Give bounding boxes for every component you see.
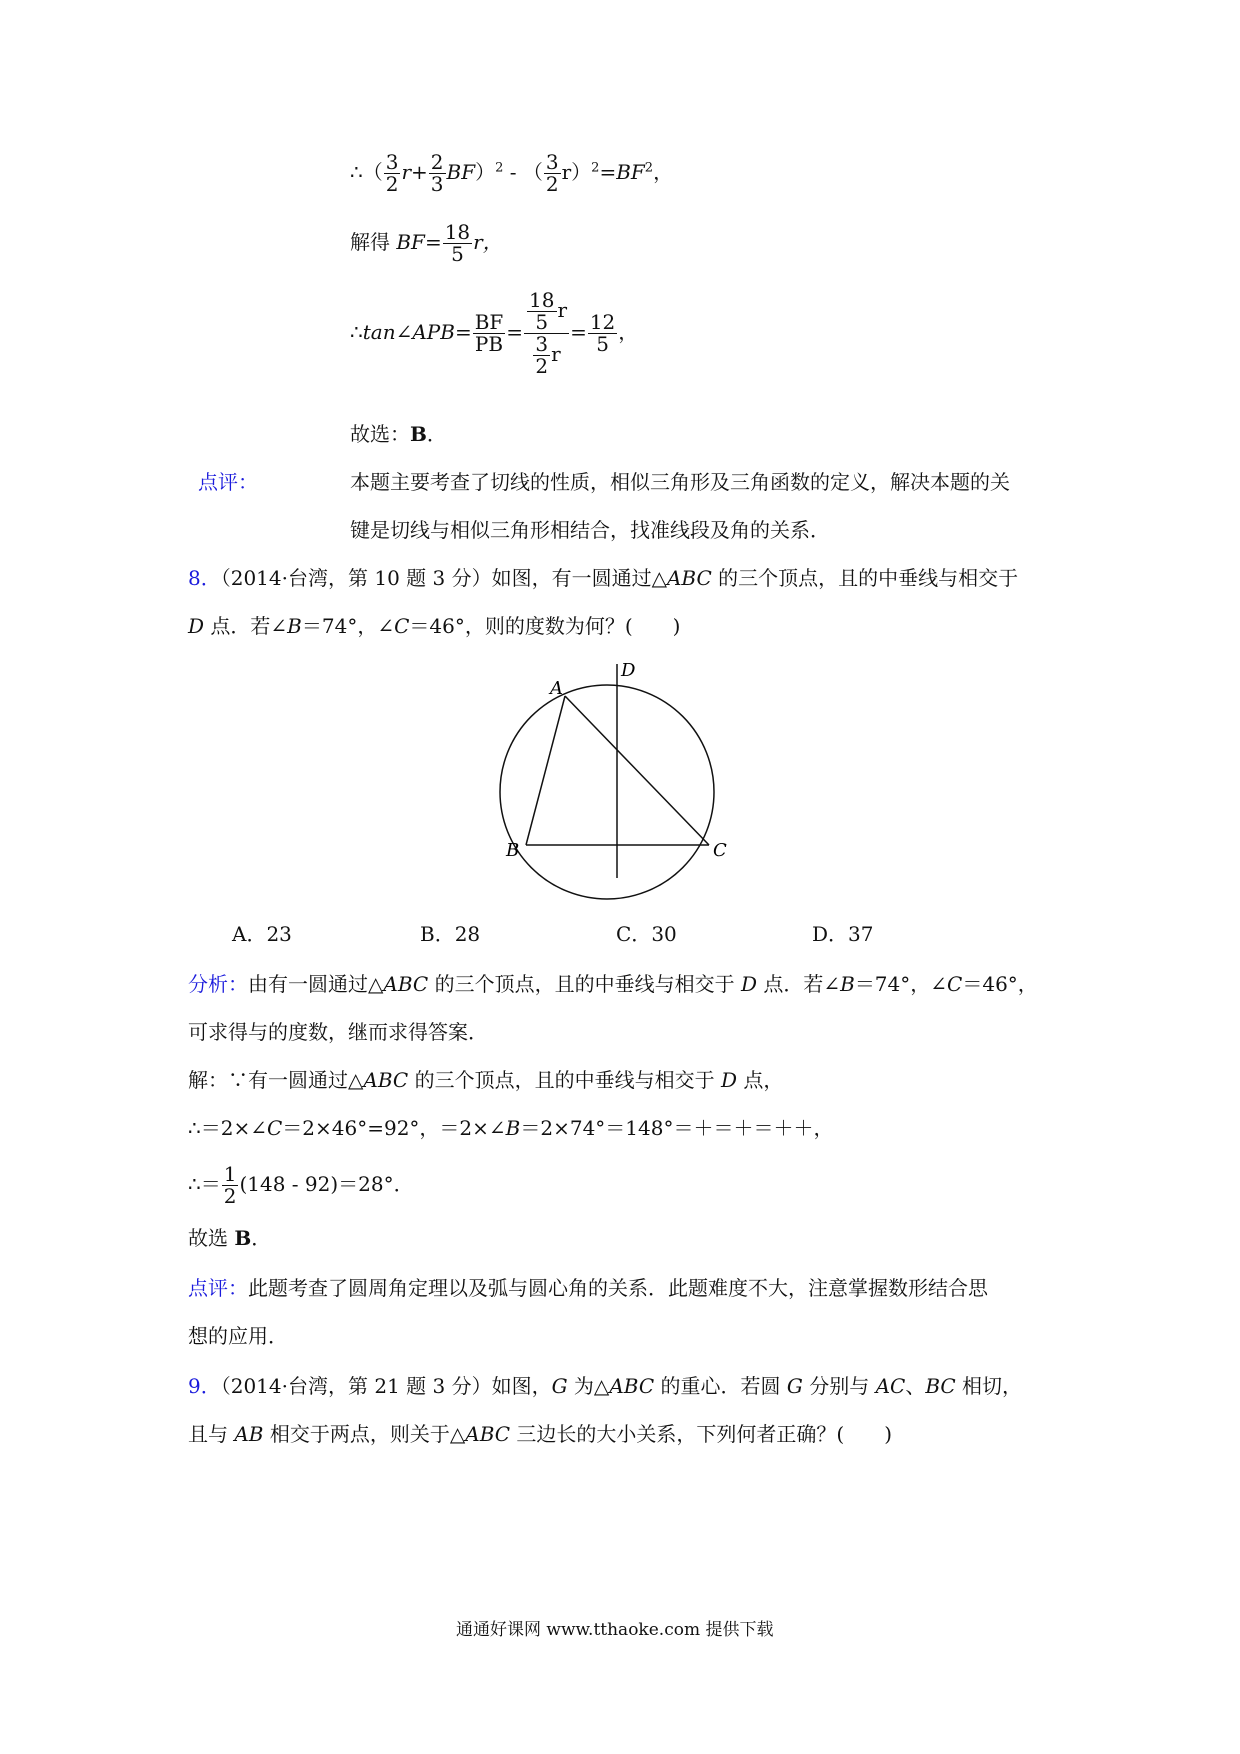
text: 的重心．若圆 [654, 1374, 787, 1398]
fraction-bf-pb [473, 312, 506, 355]
triangle-name: ABC [383, 972, 429, 996]
numerator: 18 [529, 288, 555, 312]
comment-text-line-2: 键是切线与相似三角形相结合，找准线段及角的关系． [350, 518, 830, 542]
option-letter: A． [232, 922, 267, 946]
option-a [232, 924, 292, 944]
question-9-line-2 [188, 1424, 892, 1444]
exponent: 2 [591, 160, 600, 176]
numerator: 18 [444, 220, 471, 244]
therefore-sign: ∴ [350, 160, 363, 184]
denominator: 5 [535, 310, 549, 334]
question-number: 8． [188, 566, 221, 590]
exponent: 2 [495, 160, 504, 176]
label-d: D [621, 660, 636, 681]
tan-expression: tan∠APB [362, 320, 455, 344]
text: 点， [736, 1068, 784, 1092]
exponent: 2 [644, 160, 654, 176]
fraction-18-5 [527, 290, 556, 333]
point-name: D [188, 614, 205, 638]
point-name: D [720, 1068, 737, 1092]
text: 的三个顶点，且的中垂线与相交于 [711, 566, 1019, 590]
text: 为△ [567, 1374, 610, 1398]
denominator: 3 [430, 172, 444, 196]
variable: r+ [401, 160, 428, 184]
numerator: 12 [589, 310, 616, 334]
denominator: 2 [535, 354, 549, 378]
text: 由有一圆通过△ [248, 972, 384, 996]
text: （2014·台湾，第 21 题 3 分）如图， [220, 1374, 552, 1398]
fraction-12-5 [588, 312, 617, 355]
denominator: PB [474, 332, 504, 356]
variable: r， [473, 230, 503, 254]
segment-name: AB [234, 1422, 264, 1446]
triangle-name: ABC [363, 1068, 409, 1092]
text: ＝74°，∠ [301, 614, 395, 638]
text: (148 - 92)＝28°． [239, 1172, 414, 1196]
question-number: 9． [188, 1374, 221, 1398]
text: 点．若∠ [756, 972, 841, 996]
answer-letter: B [234, 1226, 252, 1250]
variable: r [557, 298, 568, 322]
question-8-line-1 [188, 568, 1018, 588]
equation-3 [350, 290, 638, 377]
option-value: 23 [266, 922, 292, 946]
compound-fraction [524, 290, 569, 377]
solution-line-2 [188, 1118, 833, 1138]
variable: r [561, 160, 572, 184]
variable: BF [396, 230, 425, 254]
text: 的三个顶点，且的中垂线与相交于 [408, 1068, 721, 1092]
angle-var: C [394, 614, 410, 638]
label-b: B [506, 840, 520, 861]
paren-close: ） [475, 160, 496, 184]
text: ＝74°，∠ [854, 972, 948, 996]
option-value: 28 [454, 922, 481, 946]
paren-open: （ [362, 160, 383, 184]
numerator: 3 [385, 150, 399, 174]
q8-comment-line-1 [188, 1278, 988, 1298]
denominator: 2 [545, 172, 559, 196]
punctuation: ． [426, 422, 447, 446]
option-value: 37 [848, 922, 874, 946]
analysis-line-1 [188, 974, 1038, 994]
numerator: 3 [545, 150, 559, 174]
equals-sign: = [570, 320, 587, 344]
side-ab [526, 696, 565, 845]
option-b [420, 924, 480, 944]
solution-answer [188, 1228, 271, 1248]
q8-comment-line-2: 想的应用． [188, 1324, 288, 1348]
equals-sign: = [506, 320, 524, 344]
fraction-3-2 [544, 152, 561, 195]
option-letter: D． [812, 922, 849, 946]
option-value: 30 [651, 922, 677, 946]
rhs: =BF [599, 160, 645, 184]
fraction-3-2 [533, 334, 550, 377]
choice-prefix: 故选： [350, 422, 410, 446]
point-name: G [551, 1374, 568, 1398]
text: 且与 [188, 1422, 235, 1446]
segment-name: AC [875, 1374, 906, 1398]
text: 三边长的大小关系，下列何者正确？( ) [510, 1422, 893, 1446]
analysis-line-2: 可求得与的度数，继而求得答案． [188, 1020, 488, 1044]
equation-2 [350, 222, 503, 265]
text: 、 [905, 1374, 926, 1398]
denominator: 5 [596, 332, 609, 356]
option-d [812, 924, 874, 944]
side-ac [565, 696, 709, 845]
angle-var: B [287, 614, 302, 638]
numerator: 2 [430, 150, 444, 174]
compound-numerator [524, 290, 569, 334]
equals-sign: = [454, 320, 472, 344]
solve-text: 解得 [350, 230, 397, 254]
text: ＝2×46°=92°，＝2×∠ [282, 1116, 506, 1140]
solution-line-1 [188, 1070, 783, 1090]
fraction-3-2 [384, 152, 401, 195]
minus-sign: - （ [503, 160, 543, 184]
comment-label: 点评： [198, 470, 258, 494]
denominator: 2 [223, 1184, 237, 1208]
variable: BF [446, 160, 476, 184]
text: 点．若∠ [204, 614, 288, 638]
compound-denominator [524, 334, 569, 377]
triangle-name: ABC [609, 1374, 655, 1398]
angle-var: C [266, 1116, 283, 1140]
segment-name: BC [925, 1374, 956, 1398]
label-a: A [550, 678, 563, 699]
previous-answer [350, 424, 447, 444]
text: ＝46°， [962, 972, 1038, 996]
text: ∴＝ [188, 1172, 221, 1196]
question-9-line-1 [188, 1376, 1022, 1396]
angle-var: C [947, 972, 963, 996]
fraction-2-3 [429, 152, 446, 195]
page-footer: 通通好课网 www.tthaoke.com 提供下载 [456, 1620, 774, 1640]
fraction-1-2 [222, 1164, 239, 1207]
punctuation: ， [653, 160, 674, 184]
comment-text-line-1: 本题主要考查了切线的性质，相似三角形及三角函数的定义，解决本题的关 [350, 470, 1010, 494]
text: 此题考查了圆周角定理以及弧与圆心角的关系．此题难度不大，注意掌握数形结合思 [248, 1276, 988, 1300]
point-name: G [786, 1374, 803, 1398]
solution-line-3 [188, 1164, 414, 1207]
label-c: C [713, 840, 727, 861]
triangle-name: ABC [465, 1422, 511, 1446]
analysis-label: 分析： [188, 972, 248, 996]
fraction-18-5 [443, 222, 472, 265]
text: ＝46°，则的度数为何？( ) [409, 614, 681, 638]
circumcircle [500, 685, 714, 899]
text: 分别与 [802, 1374, 876, 1398]
text: 故选 [188, 1226, 235, 1250]
punctuation: ， [618, 320, 639, 344]
therefore-sign: ∴ [350, 320, 363, 344]
choice-letter: B [410, 422, 427, 446]
numerator: 1 [223, 1162, 237, 1186]
denominator: 5 [451, 242, 464, 266]
question-8-line-2 [188, 616, 680, 636]
text: （2014·台湾，第 10 题 3 分）如图，有一圆通过△ [220, 566, 667, 590]
paren-close: ） [571, 160, 592, 184]
triangle-name: ABC [666, 566, 712, 590]
numerator: 3 [535, 332, 549, 356]
variable: r [551, 342, 561, 366]
option-letter: C． [616, 922, 652, 946]
numerator: BF [474, 310, 504, 334]
option-letter: B． [420, 922, 455, 946]
text: ＝2×74°＝148°＝＋＝＋＝＋＋， [520, 1116, 834, 1140]
comment-label: 点评： [188, 1276, 248, 1300]
equation-1 [350, 152, 673, 195]
text: ∴＝2×∠ [188, 1116, 267, 1140]
text: 相切， [955, 1374, 1023, 1398]
text: 相交于两点，则关于△ [263, 1422, 466, 1446]
angle-var: B [840, 972, 855, 996]
text: 的三个顶点，且的中垂线与相交于 [428, 972, 741, 996]
punctuation: ． [251, 1226, 272, 1250]
equals-sign: = [424, 230, 442, 254]
circle-triangle-figure [490, 660, 730, 930]
point-name: D [740, 972, 757, 996]
text: 解：∵有一圆通过△ [188, 1068, 364, 1092]
option-c [616, 924, 677, 944]
denominator: 2 [385, 172, 399, 196]
angle-var: B [505, 1116, 521, 1140]
